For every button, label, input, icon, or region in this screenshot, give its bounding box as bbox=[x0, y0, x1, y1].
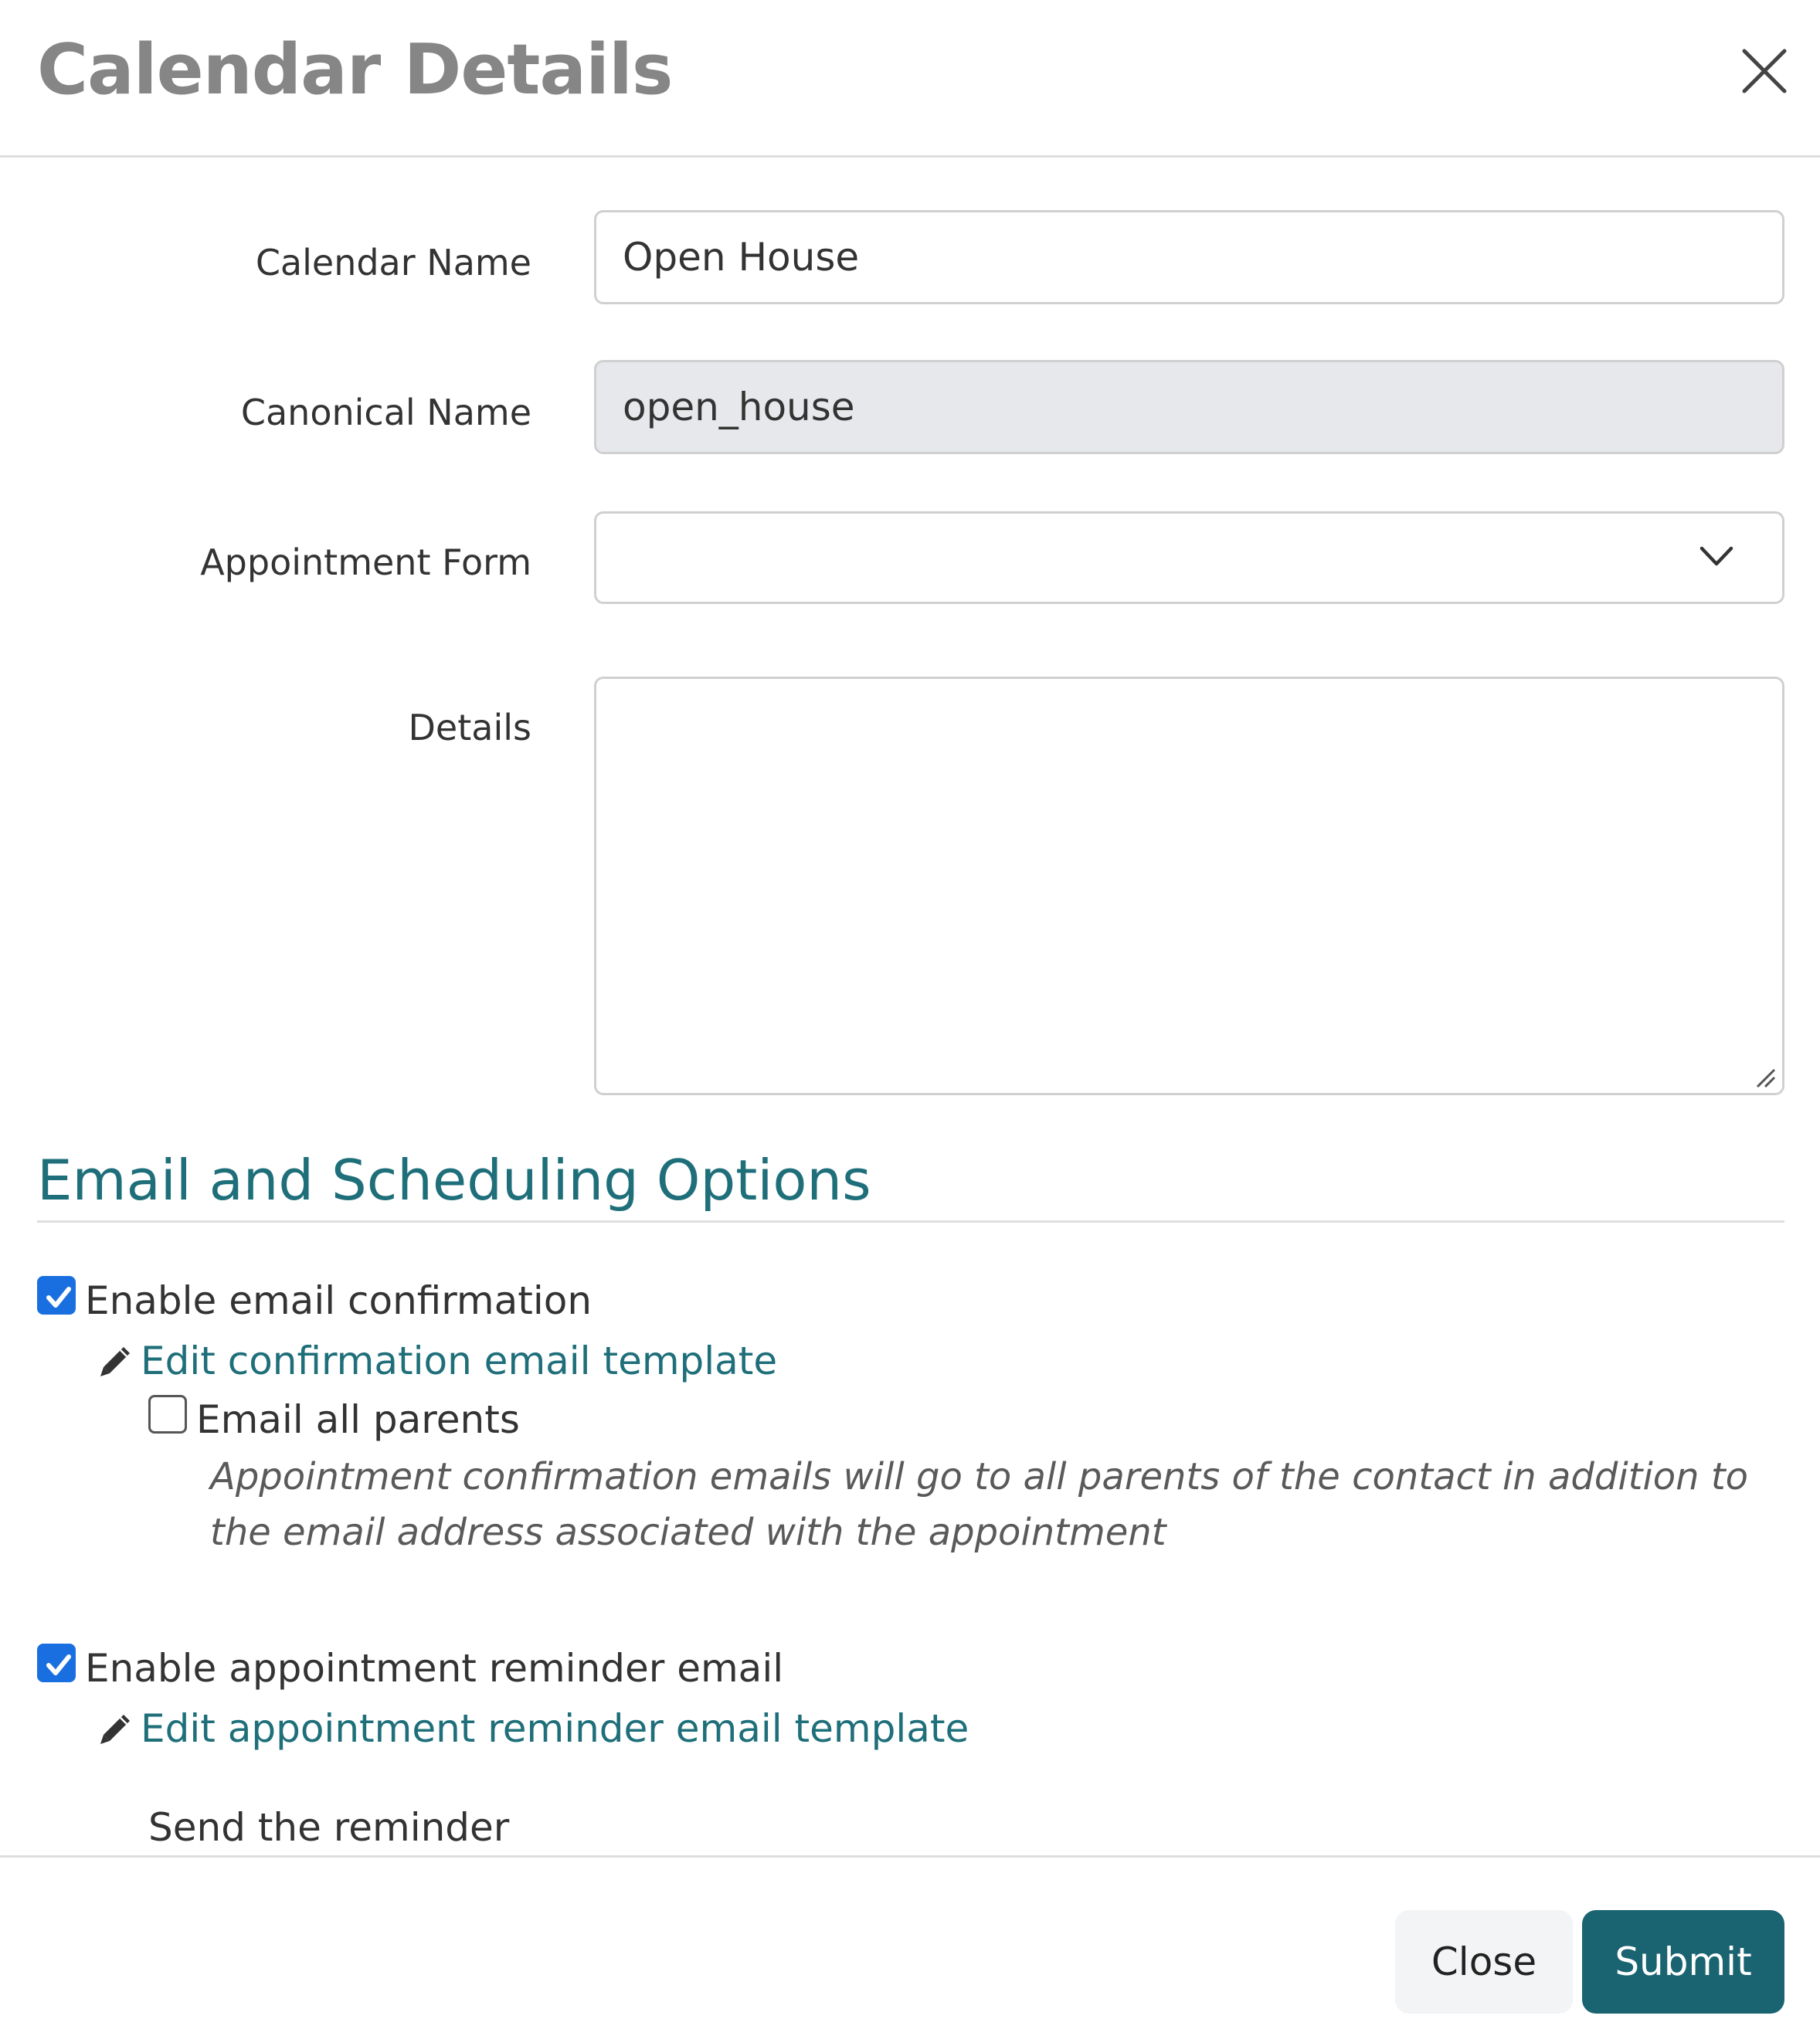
appointment-form-select[interactable] bbox=[594, 511, 1784, 604]
checkmark-icon bbox=[44, 1651, 73, 1680]
close-button[interactable]: Close bbox=[1395, 1910, 1573, 2014]
dialog-footer bbox=[0, 1855, 1820, 2036]
edit-confirmation-link[interactable]: Edit confirmation email template bbox=[141, 1339, 778, 1383]
calendar-name-label: Calendar Name bbox=[255, 242, 531, 283]
email-all-parents-label[interactable]: Email all parents bbox=[196, 1397, 520, 1442]
enable-confirmation-label[interactable]: Enable email confirmation bbox=[85, 1278, 593, 1323]
canonical-name-label: Canonical Name bbox=[240, 392, 531, 433]
dialog-header bbox=[0, 0, 1820, 158]
details-textarea[interactable] bbox=[594, 677, 1784, 1095]
checkmark-icon bbox=[44, 1283, 73, 1312]
details-label: Details bbox=[408, 707, 531, 748]
pencil-icon bbox=[97, 1344, 133, 1379]
section-heading: Email and Scheduling Options bbox=[37, 1142, 1784, 1223]
resize-handle-icon[interactable] bbox=[1753, 1065, 1778, 1090]
email-all-parents-help: Appointment confirmation emails will go to all parents of the contact in addition to the email address associated with the appointment bbox=[210, 1455, 1749, 1554]
pencil-icon bbox=[97, 1712, 133, 1747]
calendar-name-input[interactable] bbox=[594, 210, 1784, 304]
canonical-name-input[interactable] bbox=[594, 360, 1784, 454]
enable-confirmation-checkbox[interactable] bbox=[37, 1276, 76, 1315]
send-reminder-label: Send the reminder bbox=[148, 1805, 510, 1850]
submit-button[interactable]: Submit bbox=[1582, 1910, 1784, 2014]
dialog-title: Calendar Details bbox=[37, 29, 673, 110]
enable-reminder-label[interactable]: Enable appointment reminder email bbox=[85, 1646, 784, 1691]
close-icon[interactable] bbox=[1740, 46, 1789, 96]
enable-reminder-checkbox[interactable] bbox=[37, 1644, 76, 1682]
edit-reminder-link[interactable]: Edit appointment reminder email template bbox=[141, 1706, 969, 1751]
appointment-form-label: Appointment Form bbox=[200, 541, 531, 583]
chevron-down-icon bbox=[1699, 545, 1734, 568]
email-all-parents-checkbox[interactable] bbox=[148, 1395, 187, 1434]
